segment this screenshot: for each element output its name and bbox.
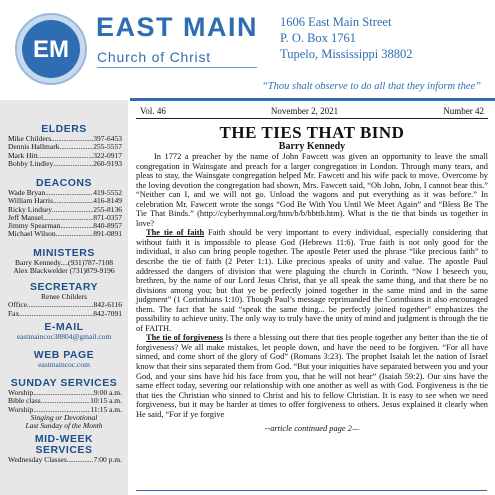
service-row: Worship ..... 9:00 a.m. (0, 389, 128, 397)
secretary-name: Renee Childers (40, 292, 88, 301)
email-section (0, 322, 128, 341)
secretary-heading: SECRETARY (29, 281, 99, 293)
deacon-row: Jimmy Spearman ..... 840-8957 (0, 222, 128, 230)
sunday-note: Last Sunday of the Month (25, 421, 103, 431)
elder-row: Dennis Hallmark ..... 255-5557 (0, 143, 128, 151)
article (136, 102, 488, 433)
section-heading: The tie of faith (146, 228, 205, 238)
web-heading: WEB PAGE (33, 349, 95, 361)
email-heading: E-MAIL (44, 321, 84, 333)
deacon-row: Wade Bryan ..... 419-5552 (0, 189, 128, 197)
article-paragraph: The tie of forgiveness Is there a blessing out there that ties people together any better than the tie of forgiveness? We all make mistakes, let people down, and have the need to be forgiven. “For all have sinned, and come short of the glory of God” (Romans 3:23). The prophet Isaiah let the nation of Israel know that their sins separated them from God. “But your iniquities have separated between you and your God, and your sins have hid his face from you, that he will not hear” (Isaiah 59:2). Our sins have the same effect today, severing our relationship with one another as well as with God. Forgiveness is the tie that ties the Christian who sinned to Christ and his to fellow Christian. It is easy to see when we need forgiveness, but it may be harder at times to offer forgiveness to others. Jesus explained it clearly when He said, “For if ye forgive (136, 333, 488, 419)
secretary-row: Fax ..... 842-7091 (0, 310, 128, 318)
elder-row: Bobby Lindley ..... 260-9193 (0, 160, 128, 168)
midweek-heading: MID-WEEK (34, 433, 94, 445)
email-link[interactable]: eastmaincoc38804@gmail.com (16, 332, 112, 341)
sunday-note: Singing or Devotional (30, 412, 98, 422)
deacon-row: Ricky Lindsey ..... 255-8136 (0, 206, 128, 214)
midweek-heading: SERVICES (35, 444, 93, 456)
article-title: THE TIES THAT BIND (219, 123, 405, 142)
article-paragraph: The tie of faith Faith should be very important to every individual, especially considering that without faith it is impossible to please God (Hebrews 11:6). True faith is not only good for the individual, it also can bring people together. The apostle Peter used the phrase “like precious faith” to describe the tie of faith (2 Peter 1:1). Like precious speaks of unity and value. The apostle Paul addressed the dangers of division that were plaguing the church in Corinth. “Now I beseech you, brethren, by the name of our Lord Jesus Christ, that ye all speak the same thing, and that there be no divisions among you; but that ye be perfectly joined together in the same mind and in the same judgment” (1 Corinthians 1:10). Though Paul’s message reprimanded the Corinthians it also encouraged them. The fact that he said “speak the same thing... be perfectly joined together” emphasizes the possibility to achieve unity. The only way to truly have the unity of mind and judgment is through the tie of FAITH. (136, 228, 488, 333)
sidebar (0, 100, 128, 495)
minister-line: Alex Blackwelder (731)879-9196 (13, 266, 115, 276)
elders-section (0, 124, 128, 168)
service-row: Wednesday Classes ..... 7:00 p.m. (0, 456, 128, 464)
elder-row: Mike Childers ..... 397-6453 (0, 135, 128, 143)
continued-note: --article continued page 2— (264, 424, 360, 434)
brand-divider (97, 67, 257, 68)
ministers-section (0, 248, 128, 276)
church-subtitle: Church of Christ (97, 49, 211, 65)
section-heading: The tie of forgiveness (146, 333, 223, 343)
secretary-row: Office ..... 842-6116 (0, 301, 128, 309)
issue-volume: Vol. 46 (140, 106, 166, 116)
deacon-row: William Harris ..... 416-8149 (0, 197, 128, 205)
issue-date: November 2, 2021 (270, 106, 339, 116)
service-row: Worship ..... 11:15 a.m. (0, 406, 128, 414)
sunday-section (0, 378, 128, 430)
midweek-section (0, 434, 128, 464)
web-link[interactable]: eastmaincoc.com (38, 360, 90, 369)
church-name: EAST MAIN (96, 12, 258, 42)
elder-row: Mark Hitt ..... 322-0917 (0, 152, 128, 160)
bottom-rule (136, 490, 487, 491)
web-section (0, 350, 128, 369)
article-author: Barry Kennedy (278, 141, 346, 152)
deacons-heading: DEACONS (35, 177, 92, 189)
issue-divider (136, 118, 488, 119)
masthead-rule (130, 98, 495, 101)
deacon-row: Michael Wilson ..... 891-0891 (0, 230, 128, 238)
secretary-section (0, 282, 128, 318)
logo-letters: EM (33, 36, 69, 63)
address-line-3: Tupelo, Mississippi 38802 (280, 47, 413, 61)
masthead-verse: “Thou shalt observe to do all that they inform thee” (261, 81, 481, 92)
deacons-section (0, 178, 128, 239)
deacon-row: Jeff Mansel ..... 871-0357 (0, 214, 128, 222)
article-paragraph: In 1772 a preacher by the name of John Fawcett was given an opportunity to leave the small congregation in Wainsgate and preach for a larger congregation in London. Through many tears, and pleas to stay, the Wainsgate congregation helped Mr. Fawcett and his wife pack to move. Overcome by the loving devotion the congregation had shown, Mrs. Fawcett said, “Oh John, John, I cannot bear this.” “Neither can I, and we will not go. Unload the wagons and put everything as it was before.” In celebration Mr. Fawcett wrote the songs “God Be With You Until We Meet Again” and “Bless Be The Tie That Binds.” (http://cyberhymnal.org/htm/b/b/bbttb.htm). What is the tie that binds us together in love? (136, 152, 488, 228)
minister-line: Barry Kennedy....(931)787-7108 (14, 258, 114, 267)
elders-heading: ELDERS (41, 123, 87, 135)
sunday-heading: SUNDAY SERVICES (10, 377, 118, 389)
church-logo (14, 12, 88, 86)
issue-info (136, 106, 488, 116)
issue-number: Number 42 (443, 106, 484, 116)
address-line-1: 1606 East Main Street (280, 15, 392, 29)
ministers-heading: MINISTERS (33, 247, 95, 259)
service-row: Bible class ..... 10:15 a.m. (0, 397, 128, 405)
church-address (280, 14, 413, 62)
address-line-2: P. O. Box 1761 (280, 31, 357, 45)
